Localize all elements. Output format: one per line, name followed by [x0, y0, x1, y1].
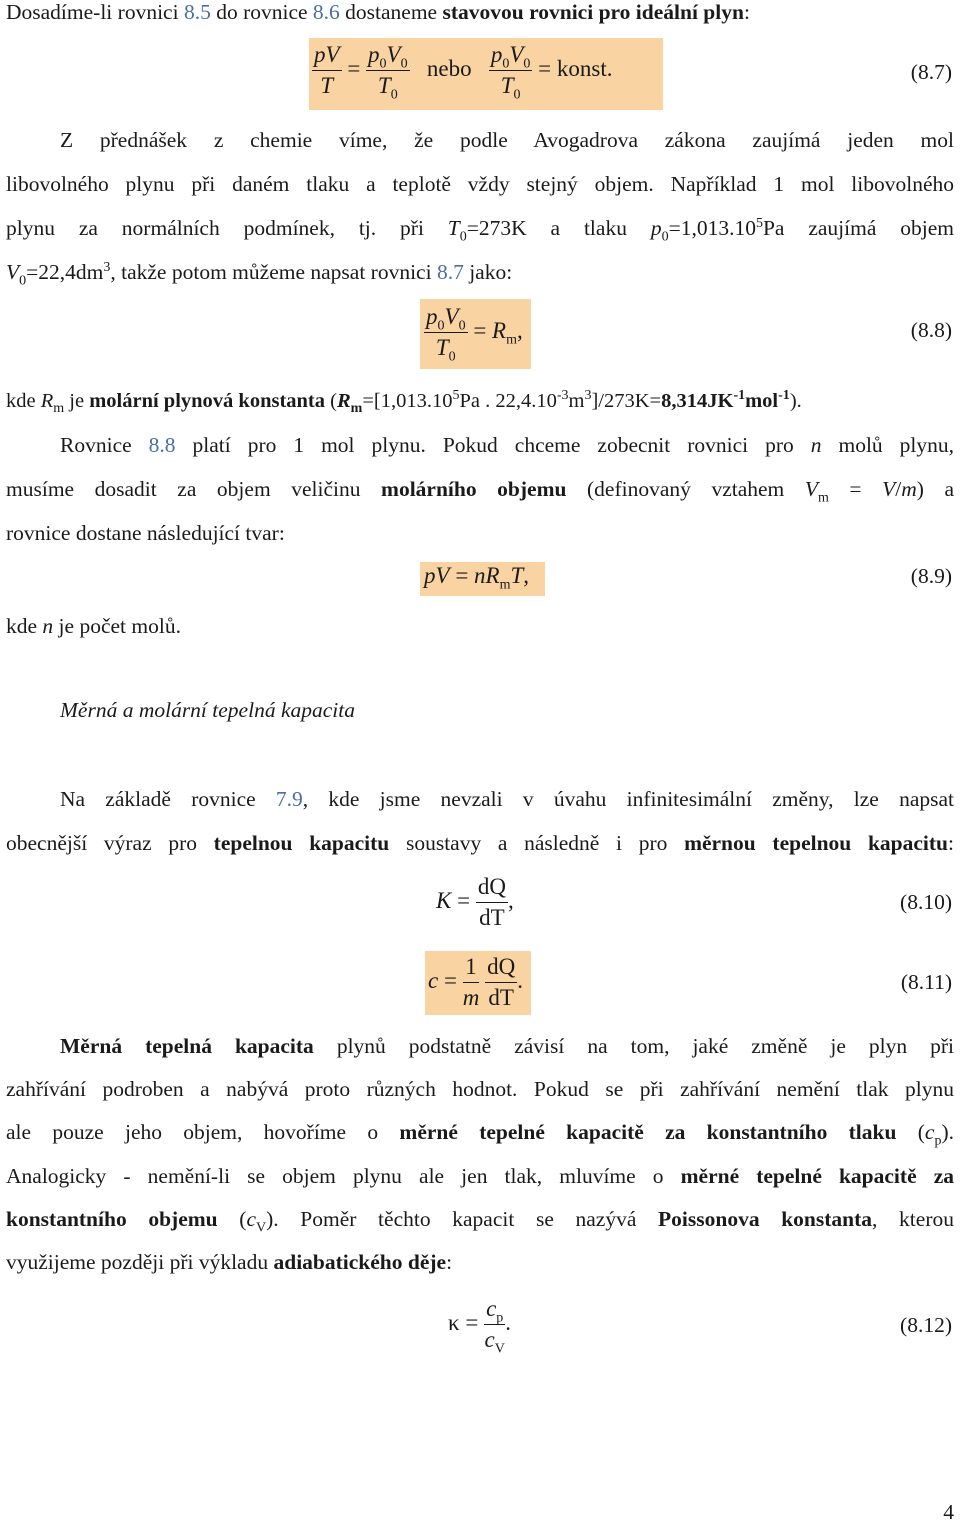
text-line-8: musíme dosadit za objem veličinu molárního objemu (definovaný vztahem $V_m = V/m$) a [6, 477, 955, 506]
fraction: $\frac{p_0V_0}{T_0}$ [490, 42, 531, 103]
fraction: $\frac{dQ}{dT}$ [477, 874, 506, 930]
text: do rovnice [210, 0, 313, 24]
text-line-7: Rovnice 8.8 platí pro 1 mol plynu. Pokud chceme zobecnit rovnici pro n molů plynu, [60, 433, 954, 457]
text-line-16: Analogicky - nemění-li se objem plynu ale jen tlak, mluvíme o měrné tepelné kapacitě za [6, 1164, 954, 1188]
text-line-6: kde $R_m$ je molární plynová konstanta ($R_m=[1,013.10^5Pa$ . $22,4.10^{-3}m^3]/273K=8,314JK^{-1}mol^{-1}$). [6, 388, 802, 417]
section-heading: Měrná a molární tepelná kapacita [60, 698, 355, 722]
text-line-4: plynu za normálních podmínek, tj. při $T_0=273K$ a tlaku $p_0=1,013.10^5Pa$ zaujímá objem [6, 215, 955, 245]
equation-number: (8.7) [910, 60, 952, 84]
text-line-17: konstantního objemu $(c_V)$. Poměr těchto kapacit se nazývá Poissonova konstanta, kterou [6, 1207, 954, 1236]
equation-number: (8.8) [910, 318, 952, 342]
fraction: $\frac{1}{m}$ [462, 954, 480, 1010]
text-line-11: Na základě rovnice 7.9, kde jsme nevzali v úvahu infinitesimální změny, lze napsat [60, 787, 954, 811]
text-line-1 [6, 0, 954, 26]
text: : [743, 0, 750, 24]
text-line-10: kde n je počet molů. [6, 614, 181, 638]
equation-link[interactable]: 7.9 [275, 787, 303, 811]
fraction: $\frac{pV}{T}$ [314, 42, 340, 98]
fraction: $\frac{dQ}{dT}$ [487, 954, 516, 1010]
equation-8-11: c = $\frac{1}{m}$ $\frac{dQ}{dT}$ . [428, 952, 523, 1013]
equation-8-12: κ = $\frac{c_p}{c_V}$ . [448, 1296, 512, 1357]
text-line-2: Z přednášek z chemie víme, že podle Avogadrova zákona zaujímá jeden mol [60, 128, 954, 152]
text-line-13: Měrná tepelná kapacita plynů podstatně závisí na tom, jaké změně je plyn při [60, 1034, 954, 1058]
fraction: $\frac{c_p}{c_V}$ [484, 1296, 505, 1357]
text: Dosadíme-li rovnici [6, 0, 184, 24]
text-line-14: zahřívání podroben a nabývá proto různých hodnot. Pokud se při zahřívání nemění tlak plynu [6, 1077, 954, 1101]
equation-number: (8.11) [900, 970, 952, 994]
equation-number: (8.12) [900, 1313, 952, 1337]
equation-number: (8.9) [910, 564, 952, 588]
text-line-3: libovolného plynu při daném tlaku a teplotě vždy stejný objem. Například 1 mol libovolného [6, 172, 954, 196]
text-line-5: $V_0=22,4dm^3$, takže potom můžeme napsat rovnici 8.7 jako: [6, 259, 513, 289]
text: dostaneme [339, 0, 443, 24]
equation-number: (8.10) [900, 890, 952, 914]
fraction: $\frac{p_0V_0}{T_0}$ [426, 304, 466, 365]
equation-8-8: $\frac{p_0V_0}{T_0}$ = $R_m$, [426, 304, 523, 365]
equation-link[interactable]: 8.7 [436, 260, 464, 284]
page-number: 4 [943, 1500, 954, 1524]
fraction: $\frac{p_0V_0}{T_0}$ [368, 42, 408, 103]
equation-link[interactable]: 8.5 [183, 0, 211, 24]
equation-link[interactable]: 8.8 [148, 433, 176, 457]
equation-8-9: pV = $nR_mT$, [424, 563, 530, 593]
text-line-12: obecnější výraz pro tepelnou kapacitu soustavy a následně i pro měrnou tepelnou kapacitu: [6, 831, 954, 855]
equation-8-10: K = $\frac{dQ}{dT}$ , [436, 872, 514, 933]
equation-8-7: $\frac{pV}{T}$ = $\frac{p_0V_0}{T_0}$ nebo $\frac{p_0V_0}{T_0}$ = konst. [314, 42, 613, 103]
bold-term: stavovou rovnici pro ideální plyn [442, 0, 744, 24]
text-line-15: ale pouze jeho objem, hovoříme o měrné tepelné kapacitě za konstantního tlaku $(c_p)$. [6, 1120, 954, 1149]
text-line-18: využijeme později při výkladu adiabatického děje: [6, 1250, 453, 1274]
equation-link[interactable]: 8.6 [312, 0, 340, 24]
text-line-9: rovnice dostane následující tvar: [6, 521, 285, 545]
